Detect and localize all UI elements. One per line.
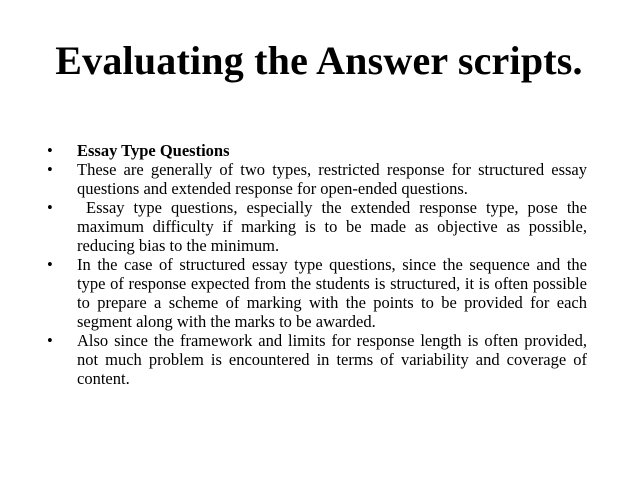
bullet-point-icon: •	[47, 331, 53, 350]
bullet-item	[47, 141, 587, 160]
slide-title: Evaluating the Answer scripts.	[55, 38, 583, 83]
bullet-list	[47, 141, 587, 388]
bullet-item	[47, 198, 587, 255]
bullet-item	[47, 331, 587, 388]
bullet-text: Also since the framework and limits for response length is often provided, not much problem is encountered in terms of variability and coverage of content.	[77, 331, 587, 388]
bullet-point-icon: •	[47, 141, 53, 160]
bullet-point-icon: •	[47, 255, 53, 274]
bullet-point-icon: •	[47, 160, 53, 179]
bullet-text: Essay Type Questions	[77, 141, 230, 160]
bullet-point-icon: •	[47, 198, 53, 217]
bullet-item	[47, 255, 587, 331]
bullet-text: Essay type questions, especially the extended response type, pose the maximum difficulty if marking is to be made as objective as possible, reducing bias to the minimum.	[77, 198, 587, 255]
bullet-text: These are generally of two types, restricted response for structured essay questions and extended response for open-ended questions.	[77, 160, 587, 198]
bullet-text: In the case of structured essay type questions, since the sequence and the type of response expected from the students is structured, it is often possible to prepare a scheme of marking with the points to be provided for each segment along with the marks to be awarded.	[77, 255, 587, 331]
bullet-item	[47, 160, 587, 198]
